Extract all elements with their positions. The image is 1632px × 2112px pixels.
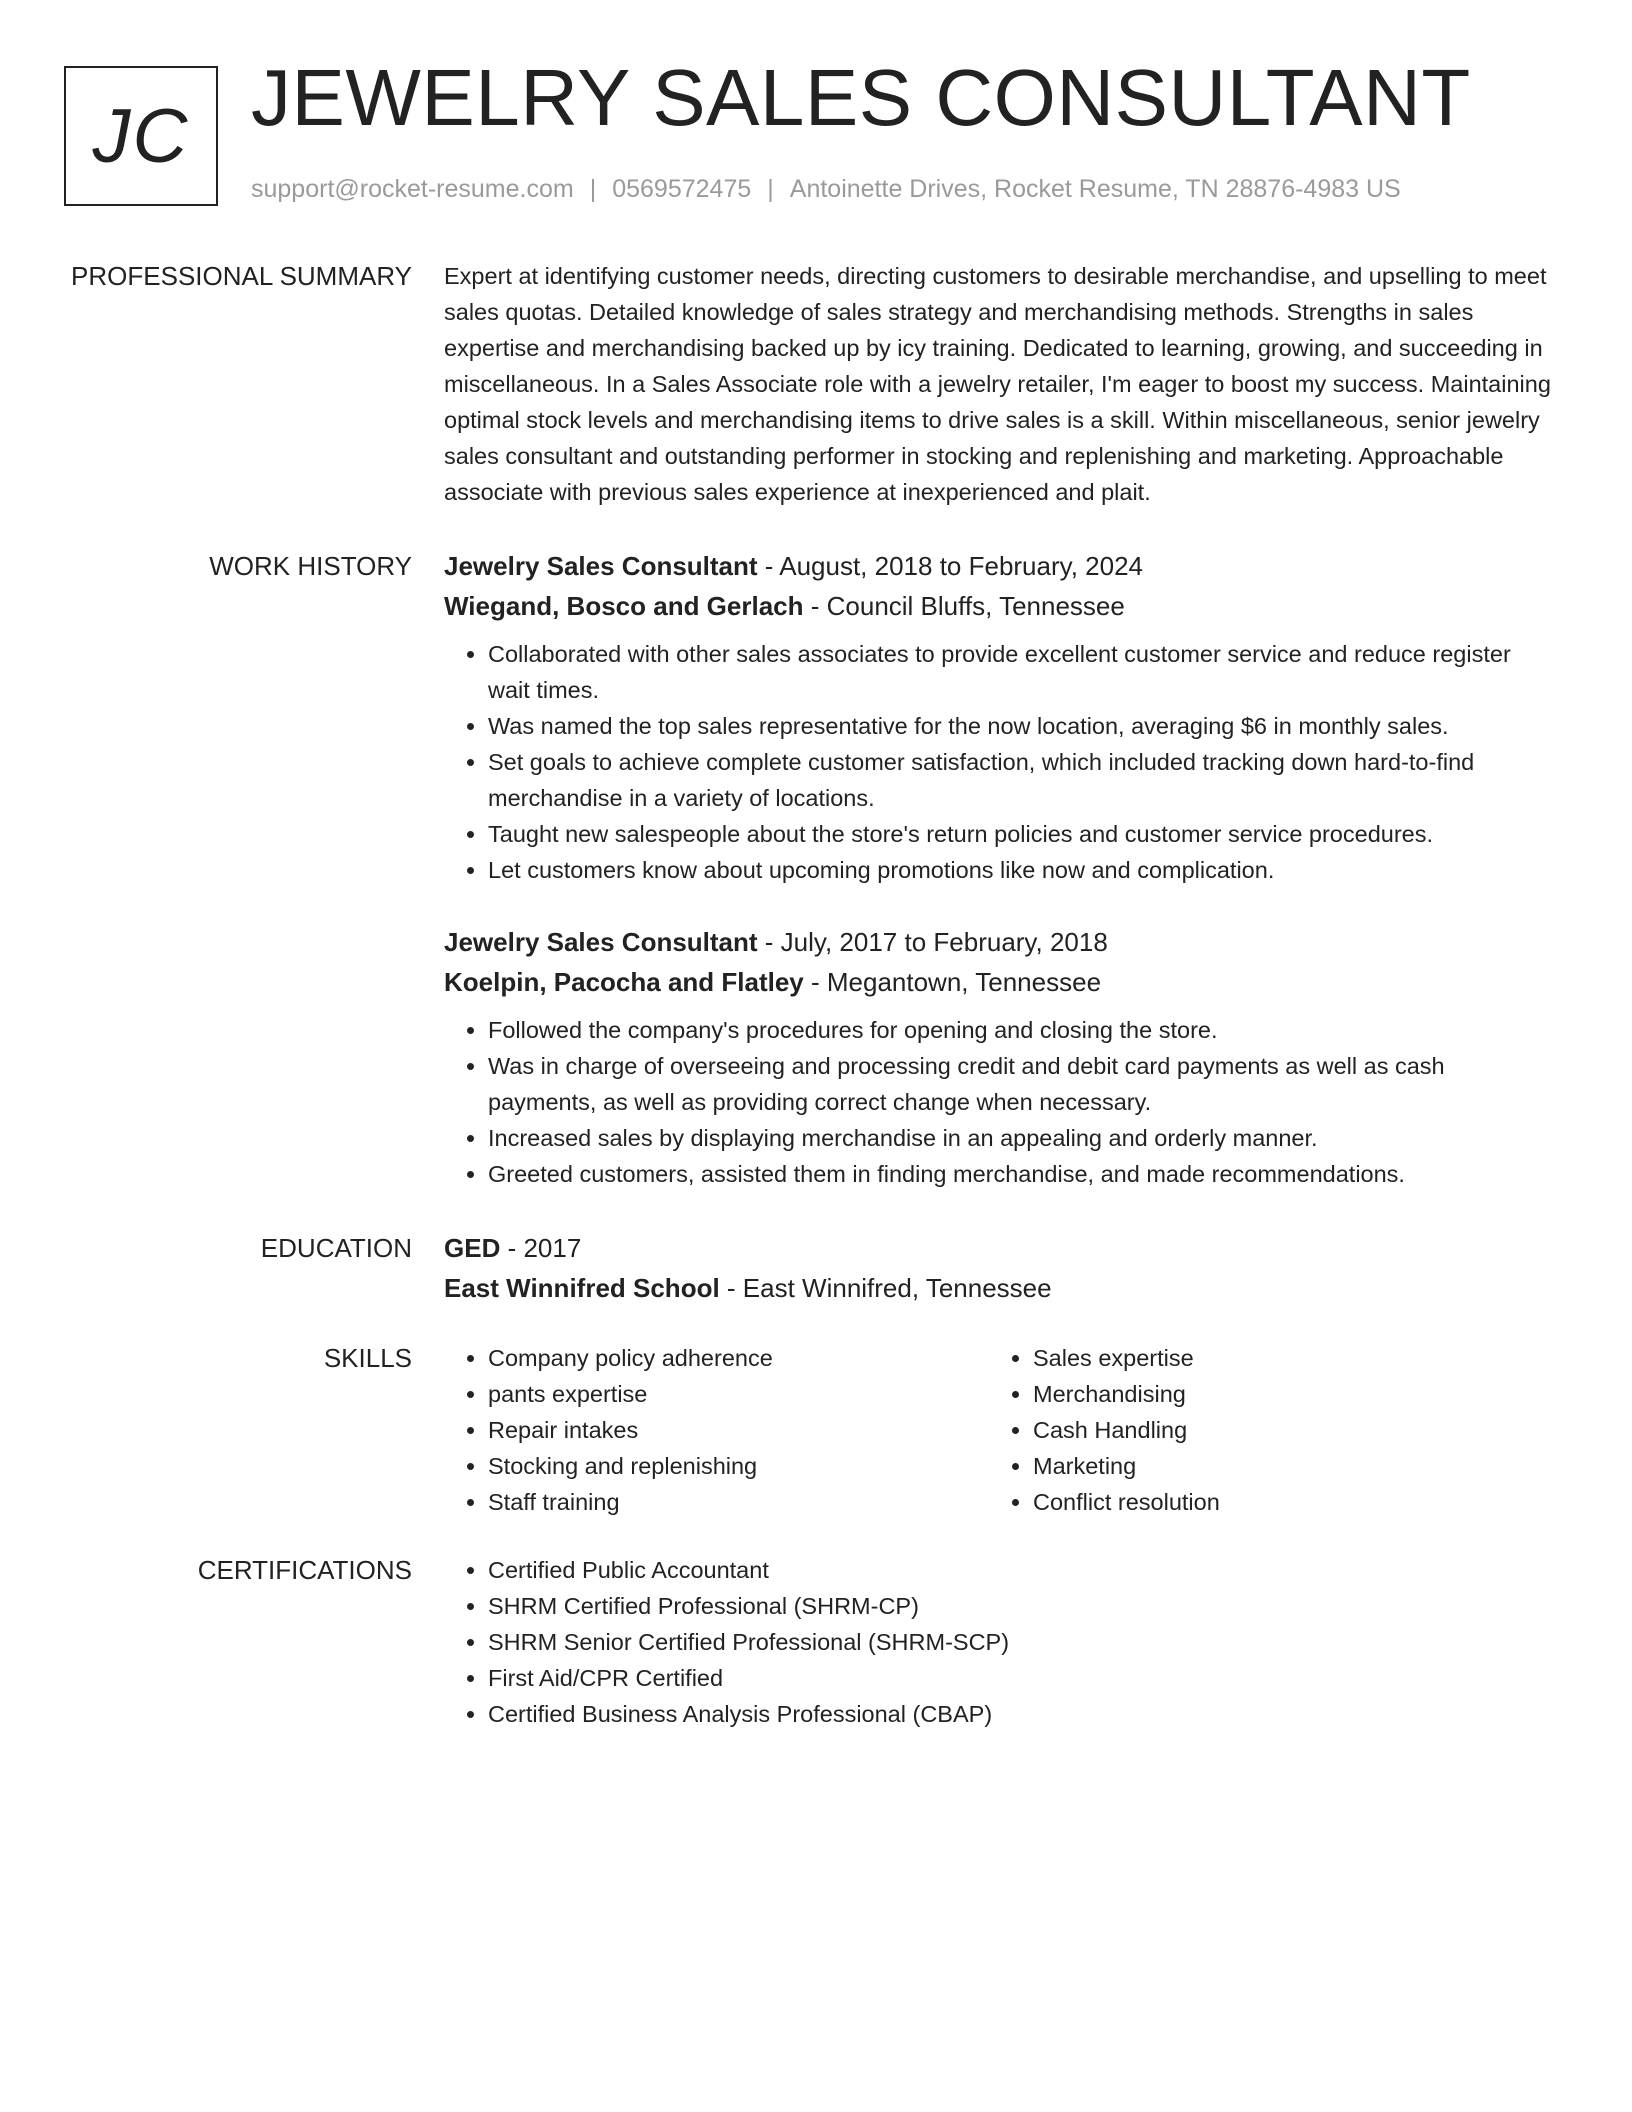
skills-list-right [989,1340,1534,1520]
skill-item: • Marketing [1033,1448,1534,1484]
education-year: - 2017 [500,1233,582,1263]
job-dates: - August, 2018 to February, 2024 [757,551,1143,581]
skills-list-left [444,1340,989,1520]
section-label-education: EDUCATION [260,1233,412,1263]
education-location: - East Winnifred, Tennessee [719,1273,1052,1303]
certifications-section [0,1552,1632,1732]
job-title-line [444,546,1554,586]
job-bullet: • Was in charge of overseeing and processing credit and debit card payments as well as cash payments, as well as providing correct change when necessary. [488,1048,1554,1120]
certification-item: • Certified Business Analysis Professional (CBAP) [488,1696,1554,1732]
section-label-certifications: CERTIFICATIONS [197,1555,412,1585]
section-label-skills: SKILLS [323,1343,412,1373]
skill-item: • Conflict resolution [1033,1484,1534,1520]
certification-item: • SHRM Certified Professional (SHRM-CP) [488,1588,1554,1624]
job-title-line [444,922,1554,962]
job-role: Jewelry Sales Consultant [444,927,758,957]
summary-section [0,258,1632,510]
work-history-section [0,546,1632,1192]
job-company: Koelpin, Pacocha and Flatley [444,967,804,997]
education-school-line [444,1268,1554,1308]
contact-email[interactable]: support@rocket-resume.com [251,175,574,203]
skill-item: • pants expertise [488,1376,989,1412]
job-dates: - July, 2017 to February, 2018 [757,927,1108,957]
job-role: Jewelry Sales Consultant [444,551,758,581]
job-bullet: • Was named the top sales representative for the now location, averaging $6 in monthly sales. [488,708,1554,744]
contact-address: Antoinette Drives, Rocket Resume, TN 28876-4983 US [789,175,1401,203]
contact-separator: | [589,175,597,203]
job-company-line [444,586,1554,626]
monogram-badge: JC [64,66,218,206]
summary-text: Expert at identifying customer needs, directing customers to desirable merchandise, and upselling to meet sales quotas. Detailed knowledge of sales strategy and merchandising methods. Strengths in sales expertise and merchandising backed up by icy training. Dedicated to learning, growing, and succeeding in miscellaneous. In a Sales Associate role with a jewelry retailer, I'm eager to boost my success. Maintaining optimal stock levels and merchandising items to drive sales is a skill. Within miscellaneous, senior jewelry sales consultant and outstanding performer in stocking and replenishing and marketing. Approachable associate with previous sales experience at inexperienced and plait. [444,263,1551,505]
skill-item: • Sales expertise [1033,1340,1534,1376]
job-bullet: • Set goals to achieve complete customer satisfaction, which included tracking down hard-to-find merchandise in a variety of locations. [488,744,1554,816]
certifications-list [444,1552,1554,1732]
job-bullet-list [444,1012,1554,1192]
job-company-line [444,962,1554,1002]
certification-item: • Certified Public Accountant [488,1552,1554,1588]
certification-item: • SHRM Senior Certified Professional (SHRM-SCP) [488,1624,1554,1660]
resume-title: JEWELRY SALES CONSULTANT [251,53,1471,142]
job-entry [444,546,1554,888]
skill-item: • Repair intakes [488,1412,989,1448]
section-label-work-history: WORK HISTORY [209,551,412,581]
job-bullet: • Collaborated with other sales associates to provide excellent customer service and reduce register wait times. [488,636,1554,708]
job-company: Wiegand, Bosco and Gerlach [444,591,804,621]
education-section [0,1228,1632,1308]
skills-grid [444,1340,1554,1520]
job-entry [444,922,1554,1192]
certification-item: • First Aid/CPR Certified [488,1660,1554,1696]
skill-item: • Staff training [488,1484,989,1520]
job-location: - Megantown, Tennessee [803,967,1102,997]
resume-content [0,258,1632,1732]
job-bullet-list [444,636,1554,888]
contact-phone[interactable]: 0569572475 [612,175,752,203]
education-degree-line [444,1228,1554,1268]
job-location: - Council Bluffs, Tennessee [803,591,1125,621]
contact-line [251,175,1401,204]
education-school: East Winnifred School [444,1273,720,1303]
skill-item: • Cash Handling [1033,1412,1534,1448]
skills-section [0,1340,1632,1520]
job-bullet: • Followed the company's procedures for opening and closing the store. [488,1012,1554,1048]
job-bullet: • Increased sales by displaying merchandise in an appealing and orderly manner. [488,1120,1554,1156]
job-bullet: • Let customers know about upcoming promotions like now and complication. [488,852,1554,888]
education-degree: GED [444,1233,501,1263]
contact-separator: | [767,175,774,203]
section-label-summary: PROFESSIONAL SUMMARY [71,261,412,291]
job-bullet: • Taught new salespeople about the store's return policies and customer service procedures. [488,816,1554,852]
skill-item: • Stocking and replenishing [488,1448,989,1484]
skill-item: • Company policy adherence [488,1340,989,1376]
job-bullet: • Greeted customers, assisted them in finding merchandise, and made recommendations. [488,1156,1554,1192]
skill-item: • Merchandising [1033,1376,1534,1412]
